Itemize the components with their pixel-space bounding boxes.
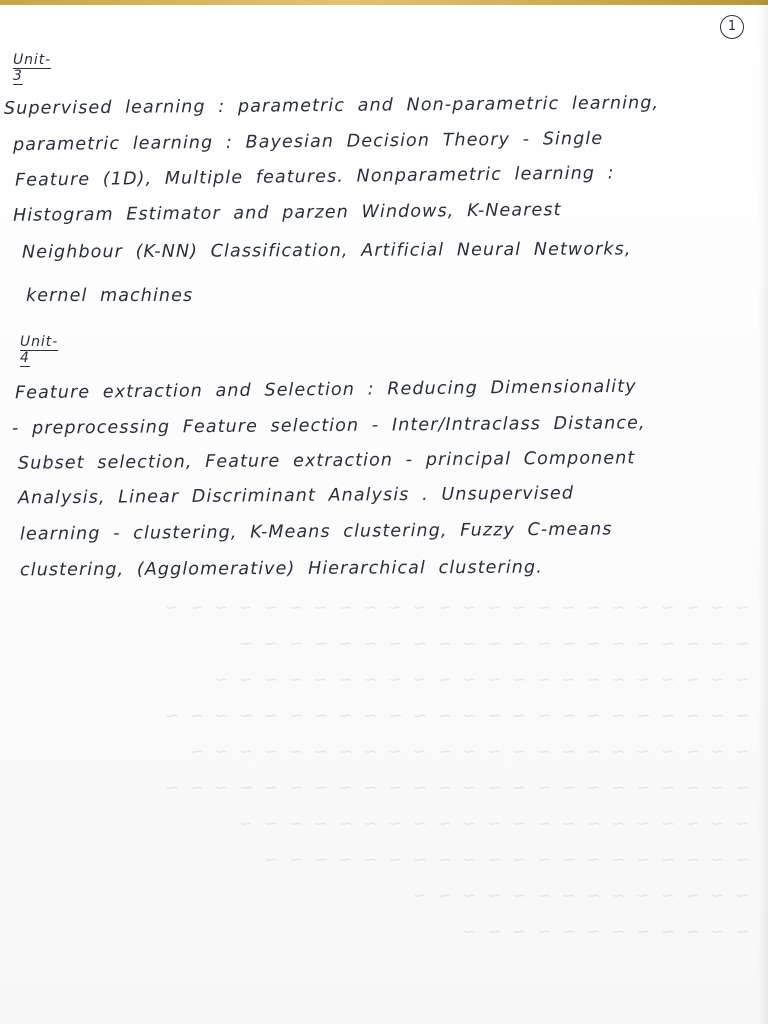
bleed-line: ~ ~ ~ ~ ~ ~ ~ ~ ~ ~ ~ ~ ~ ~ (410, 885, 750, 906)
unit-3-line-2: parametric learning : Bayesian Decision Theory - Single (12, 128, 604, 156)
bleed-line: ~ ~ ~ ~ ~ ~ ~ ~ ~ ~ ~ ~ ~ ~ ~ ~ ~ ~ ~ ~ ~ ~ (212, 669, 750, 690)
unit-4-heading: Unit-4 (20, 334, 59, 366)
page-top-edge (0, 0, 768, 5)
unit-4-line-2: - preprocessing Feature selection - Inter/Intraclass Distance, (11, 413, 646, 439)
bleed-line: ~ ~ ~ ~ ~ ~ ~ ~ ~ ~ ~ ~ ~ ~ ~ ~ ~ ~ ~ ~ ~ (236, 633, 750, 654)
unit-3-heading: Unit-3 (13, 52, 52, 84)
unit-3-line-1: Supervised learning : parametric and Non-parametric learning, (3, 93, 660, 119)
unit-3-line-5: Neighbour (K-NN) Classification, Artificial Neural Networks, (21, 239, 632, 263)
unit-3-line-4: Histogram Estimator and parzen Windows, K-Nearest (12, 200, 562, 226)
bleed-line: ~ ~ ~ ~ ~ ~ ~ ~ ~ ~ ~ ~ (460, 921, 750, 942)
unit-3-line-3: Feature (1D), Multiple features. Nonparametric learning : (14, 163, 615, 191)
page-right-shadow (758, 0, 768, 1024)
unit-3-line-6: kernel machines (26, 286, 194, 306)
unit-4-line-5: learning - clustering, K-Means clustering, Fuzzy C-means (19, 519, 613, 545)
unit-4-line-4: Analysis, Linear Discriminant Analysis . Unsupervised (17, 483, 575, 509)
unit-4-line-6: clustering, (Agglomerative) Hierarchical clustering. (19, 557, 543, 581)
bleed-through-text (30, 590, 750, 1010)
bleed-line: ~ ~ ~ ~ ~ ~ ~ ~ ~ ~ ~ ~ ~ ~ ~ ~ ~ ~ ~ ~ ~ ~ ~ ~ (162, 777, 750, 798)
unit-4-line-3: Subset selection, Feature extraction - principal Component (17, 448, 636, 474)
page-number-badge: 1 (720, 15, 744, 39)
bleed-line: ~ ~ ~ ~ ~ ~ ~ ~ ~ ~ ~ ~ ~ ~ ~ ~ ~ ~ ~ ~ ~ ~ ~ (187, 741, 750, 762)
bleed-line: ~ ~ ~ ~ ~ ~ ~ ~ ~ ~ ~ ~ ~ ~ ~ ~ ~ ~ ~ ~ ~ ~ ~ ~ (162, 597, 750, 618)
bleed-line: ~ ~ ~ ~ ~ ~ ~ ~ ~ ~ ~ ~ ~ ~ ~ ~ ~ ~ ~ ~ (261, 849, 750, 870)
unit-4-line-1: Feature extraction and Selection : Reducing Dimensionality (14, 376, 637, 404)
bleed-line: ~ ~ ~ ~ ~ ~ ~ ~ ~ ~ ~ ~ ~ ~ ~ ~ ~ ~ ~ ~ ~ (236, 813, 750, 834)
bleed-line: ~ ~ ~ ~ ~ ~ ~ ~ ~ ~ ~ ~ ~ ~ ~ ~ ~ ~ ~ ~ ~ ~ ~ ~ (162, 705, 750, 726)
